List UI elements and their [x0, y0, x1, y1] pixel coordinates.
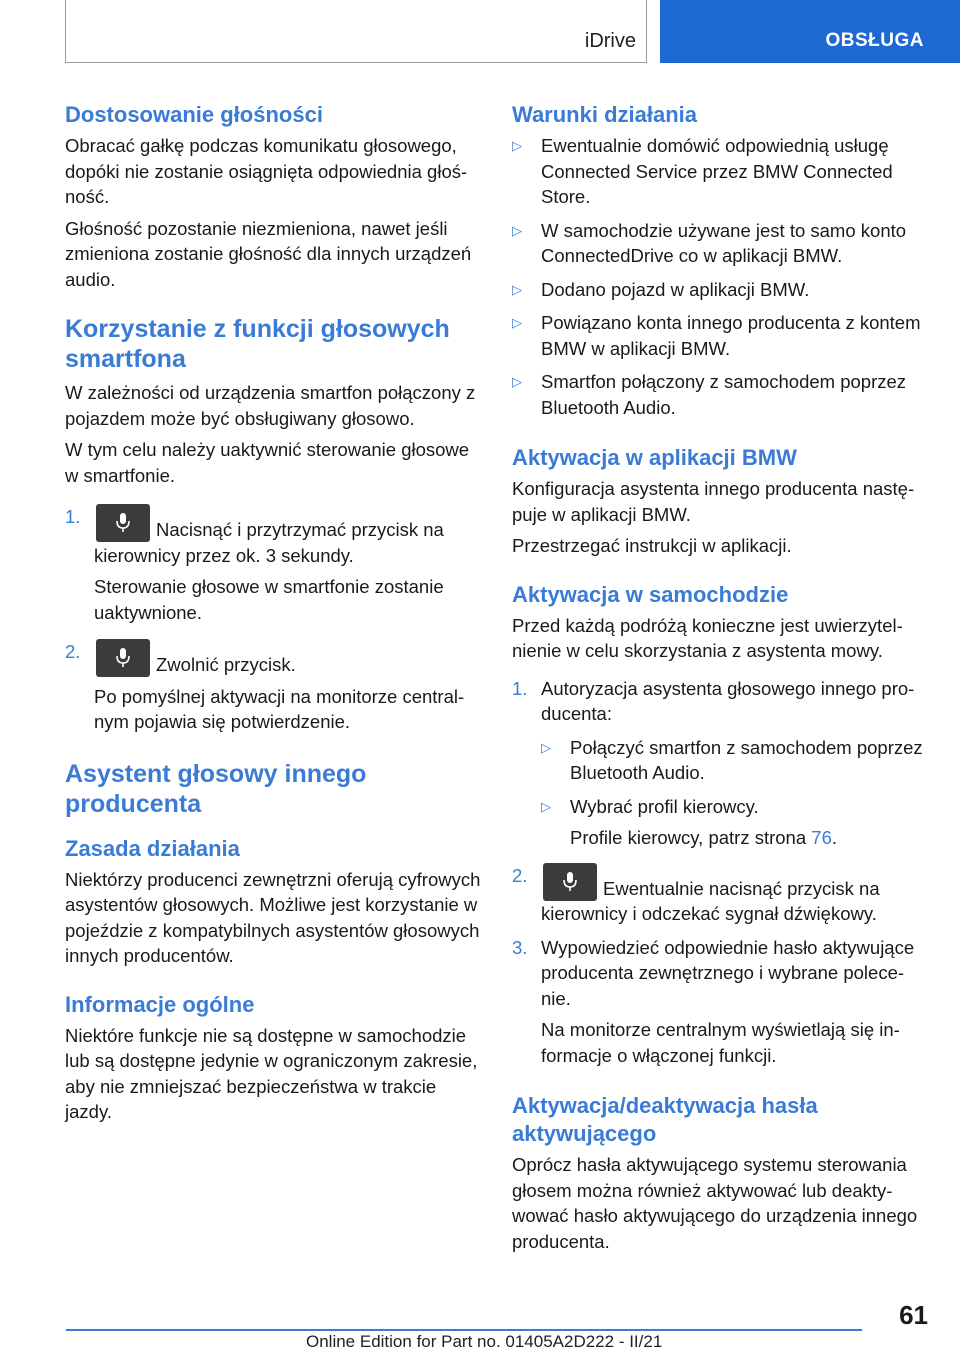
- step-number: 1.: [65, 506, 81, 527]
- step-result: Sterowanie głosowe w smartfonie zostanie uaktywnione.: [94, 576, 444, 623]
- heading-general-info: Informacje ogólne: [65, 991, 255, 1017]
- step-number: 2.: [65, 641, 81, 662]
- list-item: ▷ Smartfon połączony z samochodem poprzez Bluetooth Audio.: [512, 371, 907, 418]
- triangle-bullet-icon: ▷: [541, 798, 551, 814]
- list-item: ▷ Połączyć smartfon z samochodem poprzez Bluetooth Audio.: [541, 736, 923, 783]
- list-item: ▷ Powiązano konta innego producenta z kontem BMW w aplikacji BMW.: [512, 312, 921, 359]
- cross-reference: Profile kierowcy, patrz strona 76.: [570, 827, 837, 848]
- step-item: [65, 639, 483, 735]
- page-link[interactable]: 76: [811, 827, 832, 848]
- paragraph: Niektórzy producenci zewnętrzni oferują cyfrowych asystentów głosowych. Możliwe jest korzystanie w pojeździe z kompatybilnych asystentów głosowych innych producentów.: [65, 868, 481, 966]
- sub-list: [541, 735, 927, 851]
- list-item: ▷ Ewentualnie domówić odpowiednią usługę Connected Service przez BMW Connected Store.: [512, 135, 893, 207]
- step-text: Wypowiedzieć odpowiednie hasło aktywujące producenta zewnętrznego i wybrane polecenie.: [541, 936, 915, 1009]
- step-number: 3.: [512, 936, 528, 958]
- header-chapter-tab: OBSŁUGA: [660, 0, 960, 63]
- right-column: [512, 101, 927, 1260]
- triangle-bullet-icon: ▷: [512, 374, 522, 389]
- step-text: Nacisnąć i przytrzymać przycisk na kierownicy przez ok. 3 sekundy.: [94, 519, 444, 566]
- step-text: Autoryzacja asystenta głosowego innego producenta:: [541, 677, 915, 724]
- step-item: [512, 863, 927, 927]
- paragraph: Konfiguracja asystenta innego producenta następuje w aplikacji BMW.: [512, 478, 915, 525]
- microphone-button-icon: [96, 639, 150, 677]
- list-item: ▷ Dodano pojazd w aplikacji BMW.: [512, 277, 927, 303]
- paragraph: Głośność pozostanie niezmieniona, nawet jeśli zmieniona zostanie głośność dla innych urządzeń audio.: [65, 217, 472, 290]
- triangle-bullet-icon: ▷: [541, 739, 551, 755]
- steps-list: [65, 504, 483, 735]
- heading-third-party-assistant: Asystent głosowy innego producenta: [65, 759, 367, 818]
- paragraph: Przestrzegać instrukcji w aplikacji.: [512, 535, 792, 556]
- left-column: [65, 101, 483, 1131]
- step-number: 2.: [512, 864, 528, 886]
- triangle-bullet-icon: ▷: [512, 138, 522, 153]
- step-result: Po pomyślnej aktywacji na monitorze centralnym pojawia się potwierdzenie.: [94, 685, 465, 732]
- microphone-button-icon: [96, 504, 150, 542]
- header-section-title: iDrive: [584, 30, 636, 52]
- triangle-bullet-icon: ▷: [512, 222, 522, 238]
- step-item: [512, 935, 927, 1069]
- heading-wake-word: Aktywacja/deaktywacja hasła aktywującego: [512, 1093, 818, 1146]
- heading-activation-vehicle: Aktywacja w samochodzie: [512, 581, 789, 607]
- triangle-bullet-icon: ▷: [512, 281, 522, 297]
- activation-steps: [512, 676, 927, 1069]
- microphone-button-icon: [543, 863, 597, 901]
- footer-divider: [66, 1329, 862, 1331]
- paragraph: Przed każdą podróżą konieczne jest uwierzytelnienie w celu skorzystania z asystenta mowy.: [512, 614, 903, 661]
- footer-edition: Online Edition for Part no. 01405A2D222 - II/21: [306, 1332, 663, 1351]
- step-item: [65, 504, 483, 625]
- heading-principle: Zasada działania: [65, 835, 240, 861]
- list-item: ▷ W samochodzie używane jest to samo konto ConnectedDrive co w aplikacji BMW.: [512, 219, 907, 266]
- paragraph: Oprócz hasła aktywującego systemu sterowania głosem można również aktywować lub deaktywować hasło aktywującego do urządzenia innego producenta.: [512, 1154, 918, 1252]
- page-number: 61: [899, 1300, 928, 1330]
- paragraph: W tym celu należy uaktywnić sterowanie głosowe w smartfonie.: [65, 439, 470, 486]
- step-text: Ewentualnie nacisnąć przycisk na kierownicy i odczekać sygnał dźwiękowy.: [541, 877, 880, 924]
- paragraph: Obracać gałkę podczas komunikatu głosowego, dopóki nie zostanie osiągnięta odpowiednia głośność.: [65, 135, 468, 207]
- paragraph: W zależności od urządzenia smartfon połączony z pojazdem może być obsługiwany głosowo.: [65, 382, 476, 429]
- heading-smartphone-voice: Korzystanie z funkcji głosowych smartfona: [65, 315, 450, 373]
- step-number: 1.: [512, 677, 528, 699]
- paragraph: Niektóre funkcje nie są dostępne w samochodzie lub są dostępne jedynie w ograniczonym zakresie, aby nie zmniejszać bezpieczeństwa w trakcie jazdy.: [65, 1024, 478, 1122]
- step-text: Zwolnić przycisk.: [156, 654, 296, 675]
- header-frame: [65, 0, 647, 63]
- list-item: ▷ Wybrać profil kierowcy. Profile kierowcy, patrz strona 76.: [541, 794, 927, 851]
- triangle-bullet-icon: ▷: [512, 315, 522, 330]
- conditions-list: [512, 133, 927, 420]
- heading-conditions: Warunki działania: [512, 102, 698, 127]
- heading-activation-app: Aktywacja w aplikacji BMW: [512, 445, 797, 470]
- step-result: Na monitorze centralnym wyświetlają się informacje o włączonej funkcji.: [541, 1019, 900, 1066]
- heading-volume: Dostosowanie głośności: [65, 102, 323, 127]
- step-item: [512, 676, 927, 851]
